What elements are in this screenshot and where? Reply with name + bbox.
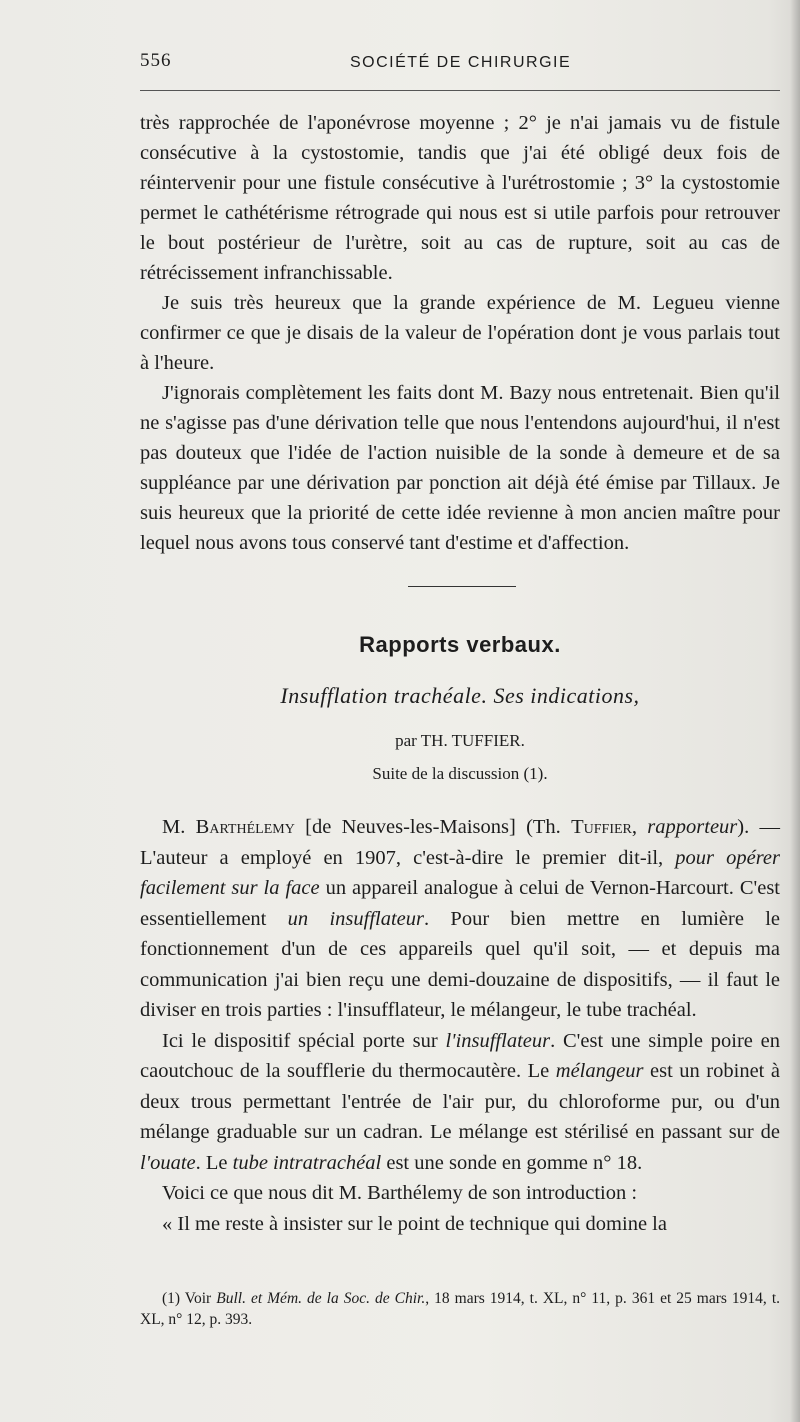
paragraph: J'ignorais complètement les faits dont M. Bazy nous entretenait. Bien qu'il ne s'agisse pas d'une dérivation telle que nous l'entendons aujourd'hui, il n'est pas douteux que l'idée de l'action nuisible de la sonde à demeure et de sa suppléance par une dérivation par ponction ait déjà été émise par Tillaux. Je suis heureux que la priorité de cette idée revienne à mon ancien maître pour lequel nous avons tous conservé tant d'estime et d'affection. xyxy=(140,382,780,554)
article-author: par TH. TUFFIER. xyxy=(395,731,525,750)
article-title: Insufflation trachéale. Ses indications, xyxy=(280,683,640,708)
person-name: Barthélemy xyxy=(195,816,295,838)
section-title: Rapports verbaux. xyxy=(359,632,561,657)
paragraph: « Il me reste à insister sur le point de technique qui domine la xyxy=(162,1212,667,1235)
section-separator xyxy=(408,586,516,587)
paragraph: Ici le dispositif spécial porte sur l'insufflateur. C'est une simple poire en caoutchouc de la soufflerie du thermocautère. Le mélangeur est un robinet à deux trous permettant l'entrée de l'air pur, du chloroforme pur, ou d'un mélange graduable sur un cadran. Le mélange est stérilisé en passant sur de l'ouate. Le tube intratrachéal est une sonde en gomme n° 18. xyxy=(140,1029,780,1174)
header-rule xyxy=(140,90,780,91)
footnote-text: (1) Voir Bull. et Mém. de la Soc. de Chir., 18 mars 1914, t. XL, n° 11, p. 361 et 25 mars 1914, t. XL, n° 12, p. 393. xyxy=(140,1290,780,1328)
page-header xyxy=(140,50,780,78)
footnote xyxy=(140,1288,780,1330)
running-title: SOCIÉTÉ DE CHIRURGIE xyxy=(350,54,572,71)
page-edge-shadow xyxy=(790,0,800,1422)
page-number: 556 xyxy=(140,50,172,71)
paragraph: très rapprochée de l'aponévrose moyenne ; 2° je n'ai jamais vu de fistule consécutive à la cystostomie, tandis que j'ai été obligé deux fois de réintervenir pour une fistule consécutive à l'urétrostomie ; 3° la cystostomie permet le cathétérisme rétrograde qui nous est si utile parfois pour retrouver le bout postérieur de l'urètre, soit au cas de rupture, soit au cas de rétrécissement infranchissable. xyxy=(140,112,780,284)
person-name: Tuffier xyxy=(571,816,632,838)
paragraph: Voici ce que nous dit M. Barthélemy de son introduction : xyxy=(162,1182,638,1204)
continuation-note: Suite de la discussion (1). xyxy=(372,764,548,783)
intro-text xyxy=(140,108,780,558)
report-text xyxy=(140,812,780,1239)
paragraph: M. Barthélemy [de Neuves-les-Maisons] (Th. Tuffier, rapporteur). — L'auteur a employé en 1907, c'est-à-dire le premier dit-il, pour opérer facilement sur la face un appareil analogue à celui de Vernon-Harcourt. C'est essentiellement un insufflateur. Pour bien mettre en lumière le fonctionnement d'un de ces appareils quel qu'il soit, — et depuis ma communication j'ai bien reçu une demi-douzaine de dispositifs, — il faut le diviser en trois parties : l'insufflateur, le mélangeur, le tube trachéal. xyxy=(140,816,781,1021)
paragraph: Je suis très heureux que la grande expérience de M. Legueu vienne confirmer ce que je disais de la valeur de l'opération dont je vous parlais tout à l'heure. xyxy=(140,292,780,374)
